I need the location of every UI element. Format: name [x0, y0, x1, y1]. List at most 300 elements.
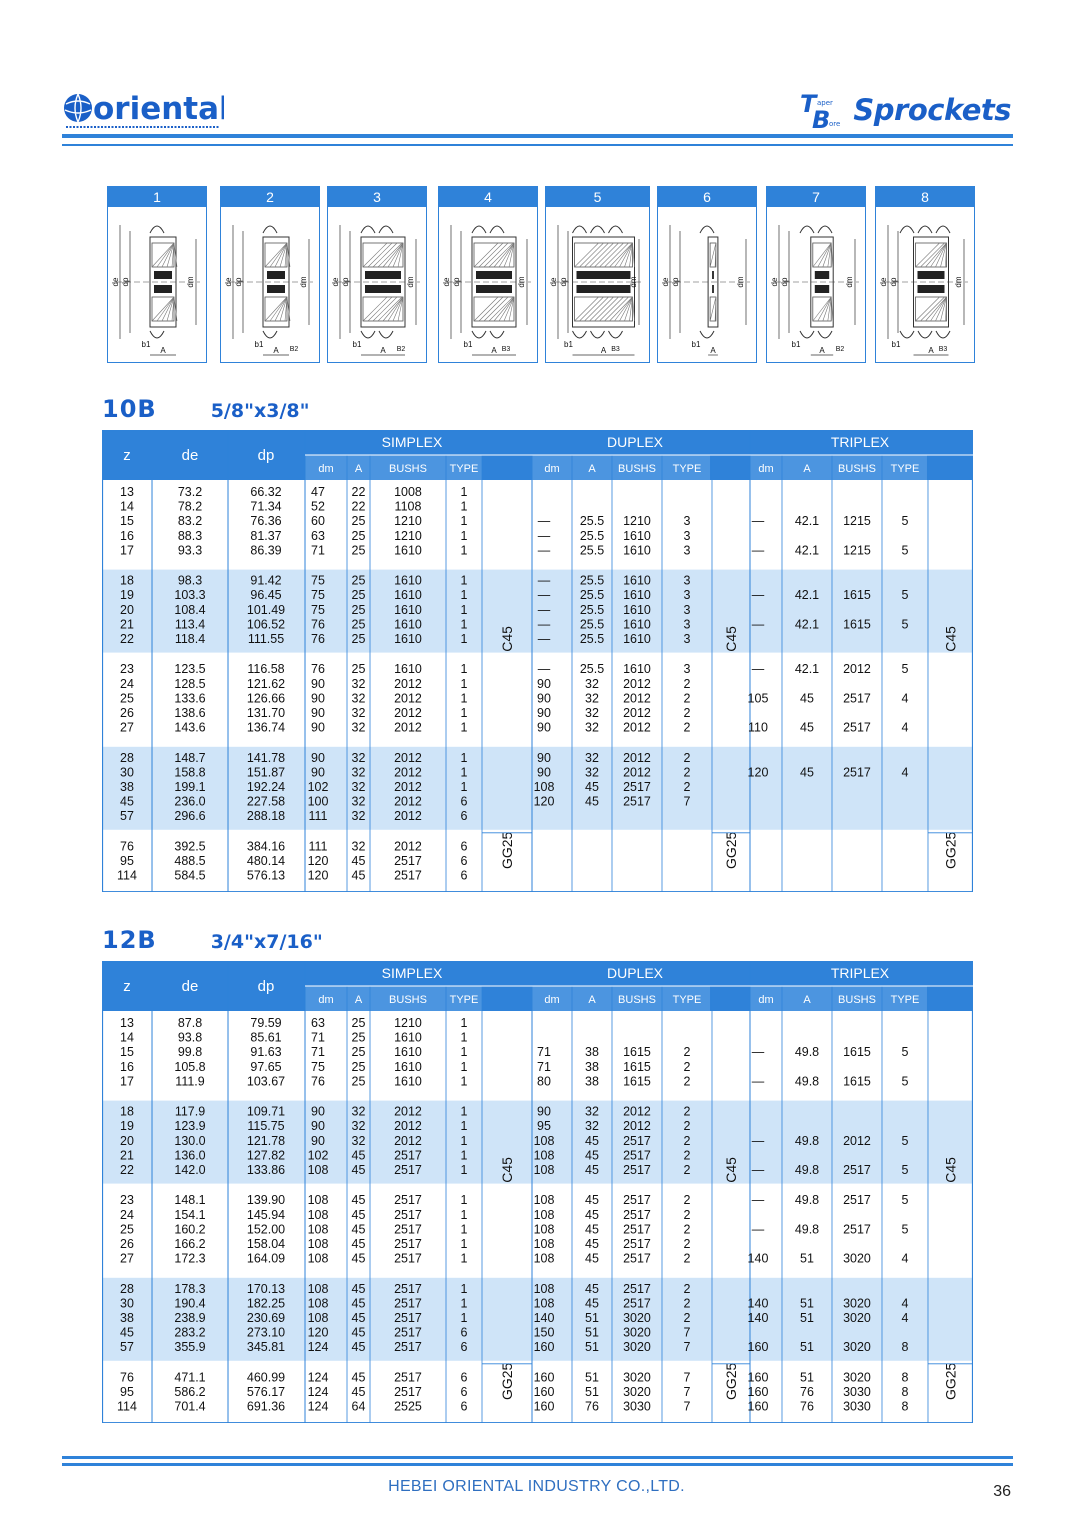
cell-type: 1	[460, 1251, 468, 1266]
cell-dm: 90	[537, 750, 551, 765]
cell-a: 45	[351, 1281, 366, 1296]
cell-dm: 108	[307, 1162, 329, 1177]
cell-de: 133.6	[174, 691, 206, 706]
globe-icon	[64, 94, 92, 122]
cell-a: 49.8	[794, 1162, 820, 1177]
cell-bushs: 1610	[394, 543, 422, 558]
cell-z: 14	[120, 499, 134, 514]
cell-z: 17	[120, 1074, 134, 1089]
cell-z: 114	[117, 1399, 137, 1414]
dim-label-b1: b1	[891, 340, 901, 349]
cell-dm: 71	[311, 543, 325, 558]
cell-dm: 160	[533, 1384, 555, 1399]
cell-a: 76	[800, 1399, 814, 1414]
cell-a: 45	[351, 1236, 366, 1251]
cell-bushs: 1610	[623, 528, 651, 543]
cell-type: 1	[460, 765, 468, 780]
cell-type: 1	[460, 1207, 468, 1222]
cell-dm: 60	[311, 514, 325, 529]
cell-bushs: 2012	[843, 1133, 871, 1148]
col-head-duplex: DUPLEX	[607, 433, 663, 450]
cell-z: 27	[120, 1251, 134, 1266]
cell-a: 45	[351, 1370, 366, 1385]
dim-label-dm: dm	[954, 276, 963, 288]
cell-dp: 116.58	[247, 662, 285, 677]
diagram-type-1	[107, 186, 207, 363]
cell-dm: —	[751, 514, 765, 529]
cell-type: 1	[460, 602, 468, 617]
cell-type: 2	[683, 705, 691, 720]
dim-label-b1: b1	[352, 340, 362, 349]
cell-type: 3	[683, 528, 691, 543]
cell-a: 64	[351, 1399, 366, 1414]
cell-de: 158.8	[174, 765, 206, 780]
dim-label-a: A	[600, 346, 607, 355]
svg-text:B: B	[812, 106, 831, 130]
cell-type: 6	[460, 1384, 468, 1399]
cell-a: 32	[585, 1104, 599, 1119]
diagram-number: 6	[658, 187, 756, 207]
cell-a: 32	[585, 676, 599, 691]
cell-dm: 52	[311, 499, 325, 514]
cell-type: 3	[683, 588, 691, 603]
cell-bushs: 2517	[394, 1296, 422, 1311]
col-head-bushs: BUSHS	[838, 462, 876, 475]
cell-a: 45	[585, 779, 599, 794]
cell-type: 2	[683, 765, 691, 780]
cell-a: 45	[585, 1296, 599, 1311]
cell-a: 25	[351, 588, 366, 603]
cell-a: 45	[800, 765, 814, 780]
dim-label-dm: dm	[517, 276, 526, 288]
cell-type: 1	[460, 573, 468, 588]
cell-a: 38	[585, 1074, 599, 1089]
table-12b	[102, 961, 973, 1423]
cell-type: 1	[460, 1222, 468, 1237]
col-head-bushs: BUSHS	[389, 462, 427, 475]
cell-bushs: 2012	[623, 765, 651, 780]
cell-a: 22	[351, 484, 366, 499]
diagram-type-5	[545, 186, 650, 363]
dim-label-b1: b1	[564, 340, 573, 349]
section-10b-heading	[102, 395, 310, 423]
cell-bushs: 2012	[394, 720, 422, 735]
cell-type: 2	[683, 750, 691, 765]
cell-z: 17	[120, 543, 134, 558]
cell-a: 45	[351, 1162, 366, 1177]
cell-a: 45	[351, 868, 366, 883]
cell-type: 2	[683, 1310, 691, 1325]
cell-dm: 71	[311, 1030, 325, 1045]
footer-rule	[62, 1456, 1013, 1459]
cell-type: 4	[901, 765, 909, 780]
cell-type: 1	[460, 1148, 468, 1163]
dim-label-a: A	[819, 346, 825, 355]
cell-dm: 120	[307, 853, 329, 868]
cell-dp: 71.34	[250, 499, 282, 514]
cell-a: 45	[585, 1207, 599, 1222]
cell-dm: 75	[311, 602, 325, 617]
dim-label-b1: b1	[691, 340, 701, 349]
cell-a: 25	[351, 602, 366, 617]
diagram-type-6	[657, 186, 757, 363]
cell-type: 1	[460, 1104, 468, 1119]
cell-z: 20	[120, 602, 134, 617]
col-head-bushs: BUSHS	[618, 993, 656, 1006]
cell-type: 5	[901, 1193, 909, 1208]
cell-dp: 85.61	[250, 1030, 282, 1045]
col-head-a: A	[354, 462, 363, 475]
cell-z: 57	[120, 809, 134, 824]
col-head-dm: dm	[758, 993, 774, 1006]
col-head-z: z	[123, 977, 131, 995]
cell-bushs: 2012	[623, 691, 651, 706]
cell-z: 26	[120, 705, 134, 720]
col-head-de: de	[181, 446, 199, 464]
dim-label-dp: dp	[452, 277, 461, 287]
cell-bushs: 3020	[623, 1310, 651, 1325]
cell-bushs: 1610	[623, 588, 651, 603]
cell-bushs: 3020	[623, 1340, 651, 1355]
cell-dm: 76	[311, 662, 325, 677]
cell-dm: 160	[747, 1370, 769, 1385]
cell-type: 1	[460, 543, 468, 558]
cell-a: 25.5	[579, 617, 605, 632]
cell-bushs: 1610	[394, 1030, 422, 1045]
cell-a: 38	[585, 1059, 599, 1074]
cell-dm: —	[751, 1193, 765, 1208]
cell-type: 1	[460, 484, 468, 499]
cell-dm: 111	[308, 809, 328, 824]
cell-dp: 460.99	[246, 1370, 286, 1385]
cell-a: 49.8	[794, 1074, 820, 1089]
cell-de: 142.0	[174, 1162, 206, 1177]
cell-de: 111.9	[175, 1074, 205, 1089]
cell-a: 51	[800, 1251, 814, 1266]
cell-de: 138.6	[174, 705, 206, 720]
cell-z: 23	[120, 662, 134, 677]
cell-dm: 100	[307, 794, 329, 809]
cell-dm: 90	[537, 676, 551, 691]
cell-z: 18	[120, 573, 134, 588]
cell-type: 1	[460, 1310, 468, 1325]
cell-de: 117.9	[174, 1104, 206, 1119]
cell-de: 99.8	[177, 1045, 203, 1060]
cell-type: 1	[460, 662, 468, 677]
cell-type: 2	[683, 1104, 691, 1119]
dim-label-b2: B2	[835, 346, 845, 353]
cell-bushs: 2517	[623, 1222, 651, 1237]
cell-type: 3	[683, 662, 691, 677]
diagram-type-2	[220, 186, 320, 363]
cell-z: 13	[120, 1015, 134, 1030]
cell-dp: 127.82	[246, 1148, 286, 1163]
cell-type: 3	[683, 631, 691, 646]
cell-dm: 108	[307, 1222, 329, 1237]
cell-dp: 91.63	[250, 1045, 282, 1060]
cell-bushs: 2517	[623, 1207, 651, 1222]
cell-bushs: 1610	[394, 1045, 422, 1060]
cell-dp: 576.17	[246, 1384, 286, 1399]
cell-dm: 63	[311, 1015, 325, 1030]
cell-dm: —	[537, 602, 551, 617]
cell-dm: 108	[307, 1251, 329, 1266]
cell-dm: 140	[747, 1296, 769, 1311]
cell-a: 45	[585, 1222, 599, 1237]
cell-a: 32	[351, 750, 366, 765]
cell-dm: 120	[307, 1325, 329, 1340]
cell-bushs: 1610	[623, 573, 651, 588]
col-head-a: A	[588, 993, 596, 1006]
cell-bushs: 2517	[623, 1162, 651, 1177]
cell-bushs: 2517	[394, 1222, 422, 1237]
cell-de: 123.9	[174, 1119, 206, 1134]
cell-dm: —	[537, 631, 551, 646]
cell-dp: 182.25	[246, 1296, 286, 1311]
col-head-type: TYPE	[449, 462, 479, 475]
cell-z: 13	[120, 484, 134, 499]
cell-a: 42.1	[794, 662, 820, 677]
cell-dm: 160	[747, 1399, 769, 1414]
sprockets-title: Sprockets	[853, 93, 1011, 127]
cell-dm: 111	[308, 839, 328, 854]
cell-dp: 136.74	[246, 720, 286, 735]
cell-type: 1	[460, 750, 468, 765]
cell-dm: 120	[307, 868, 329, 883]
col-head-a: A	[588, 462, 596, 475]
diagram-type-7	[766, 186, 866, 363]
sprocket-drawing	[328, 207, 426, 362]
cell-de: 392.5	[174, 839, 206, 854]
diagram-number: 8	[876, 187, 974, 207]
cell-dm: 108	[307, 1310, 329, 1325]
cell-type: 4	[901, 1310, 909, 1325]
cell-bushs: 2517	[394, 1281, 422, 1296]
cell-a: 25	[351, 1074, 366, 1089]
cell-bushs: 2517	[394, 1236, 422, 1251]
cell-a: 42.1	[794, 617, 820, 632]
cell-de: 123.5	[174, 662, 206, 677]
cell-bushs: 1615	[843, 617, 871, 632]
cell-bushs: 1610	[394, 1074, 422, 1089]
dim-label-b3: B3	[501, 346, 511, 353]
cell-a: 32	[585, 705, 599, 720]
cell-dp: 139.90	[246, 1193, 286, 1208]
cell-dm: —	[537, 662, 551, 677]
cell-dm: 160	[533, 1370, 555, 1385]
cell-bushs: 2517	[843, 765, 871, 780]
cell-a: 25.5	[579, 588, 605, 603]
cell-a: 25	[351, 528, 366, 543]
cell-type: 4	[901, 720, 909, 735]
sprocket-drawing	[658, 207, 756, 362]
cell-de: 93.8	[177, 1030, 203, 1045]
svg-text:aper: aper	[817, 99, 834, 107]
cell-bushs: 1615	[623, 1074, 651, 1089]
material-gg25: GG25	[942, 831, 959, 870]
cell-dm: 90	[311, 1119, 325, 1134]
cell-bushs: 1610	[623, 617, 651, 632]
cell-z: 21	[120, 617, 134, 632]
cell-a: 76	[585, 1399, 599, 1414]
cell-bushs: 1210	[394, 1015, 422, 1030]
material-c45: C45	[499, 1157, 516, 1183]
cell-dm: 90	[537, 1104, 551, 1119]
cell-type: 1	[460, 1015, 468, 1030]
cell-type: 5	[901, 617, 909, 632]
cell-dm: 102	[307, 1148, 329, 1163]
dim-label-dp: dp	[234, 277, 243, 287]
cell-de: 355.9	[174, 1340, 206, 1355]
cell-dm: 90	[311, 765, 325, 780]
cell-type: 5	[901, 1133, 909, 1148]
cell-dp: 141.78	[246, 750, 286, 765]
cell-de: 143.6	[174, 720, 206, 735]
cell-z: 16	[120, 1059, 134, 1074]
cell-bushs: 2517	[394, 1325, 422, 1340]
cell-a: 25	[351, 543, 366, 558]
cell-a: 32	[351, 1104, 366, 1119]
cell-type: 8	[901, 1340, 909, 1355]
cell-type: 3	[683, 514, 691, 529]
cell-type: 1	[460, 588, 468, 603]
col-head-simplex: SIMPLEX	[381, 964, 443, 981]
cell-type: 2	[683, 1193, 691, 1208]
cell-type: 4	[901, 1296, 909, 1311]
cell-bushs: 1610	[623, 662, 651, 677]
cell-a: 32	[351, 1119, 366, 1134]
cell-type: 1	[460, 617, 468, 632]
cell-bushs: 2517	[843, 1162, 871, 1177]
cell-bushs: 2517	[394, 1207, 422, 1222]
cell-type: 1	[460, 1119, 468, 1134]
cell-a: 45	[585, 794, 599, 809]
cell-dm: 75	[311, 1059, 325, 1074]
cell-bushs: 1615	[843, 1045, 871, 1060]
cell-dm: —	[751, 1045, 765, 1060]
cell-a: 25.5	[579, 514, 605, 529]
cell-bushs: 2517	[394, 1148, 422, 1163]
dim-label-dm: dm	[186, 276, 195, 288]
material-c45: C45	[942, 1157, 959, 1183]
cell-de: 88.3	[177, 528, 203, 543]
cell-dp: 384.16	[246, 839, 286, 854]
cell-de: 471.1	[174, 1370, 206, 1385]
cell-de: 108.4	[174, 602, 206, 617]
cell-dm: 108	[533, 1251, 555, 1266]
cell-type: 6	[460, 1370, 468, 1385]
cell-type: 2	[683, 720, 691, 735]
cell-bushs: 2012	[394, 1119, 422, 1134]
cell-dm: 90	[537, 720, 551, 735]
material-c45: C45	[942, 626, 959, 652]
material-gg25: GG25	[499, 1362, 516, 1401]
cell-a: 45	[351, 1296, 366, 1311]
cell-dm: 124	[307, 1340, 329, 1355]
cell-dp: 170.13	[246, 1281, 286, 1296]
cell-a: 51	[800, 1296, 814, 1311]
cell-de: 199.1	[174, 779, 206, 794]
cell-dm: 140	[747, 1310, 769, 1325]
cell-bushs: 3020	[843, 1370, 871, 1385]
cell-dm: 108	[533, 1236, 555, 1251]
cell-de: 166.2	[174, 1236, 206, 1251]
cell-z: 15	[120, 1045, 134, 1060]
cell-type: 6	[460, 868, 468, 883]
cell-dp: 227.58	[246, 794, 286, 809]
cell-type: 1	[460, 1236, 468, 1251]
col-head-dm: dm	[318, 993, 334, 1006]
cell-dm: —	[751, 617, 765, 632]
diagram-type-4	[438, 186, 538, 363]
cell-bushs: 2012	[623, 750, 651, 765]
cell-type: 7	[683, 1340, 691, 1355]
cell-z: 27	[120, 720, 134, 735]
cell-a: 45	[351, 1384, 366, 1399]
cell-type: 1	[460, 676, 468, 691]
cell-bushs: 2517	[394, 853, 422, 868]
cell-bushs: 1215	[843, 543, 871, 558]
cell-bushs: 2517	[394, 1193, 422, 1208]
cell-de: 584.5	[174, 868, 206, 883]
cell-a: 25	[351, 573, 366, 588]
material-gg25: GG25	[942, 1362, 959, 1401]
cell-a: 45	[351, 1222, 366, 1237]
cell-dm: 90	[311, 676, 325, 691]
cell-dm: 90	[311, 1133, 325, 1148]
cell-bushs: 2012	[394, 839, 422, 854]
cell-bushs: 2012	[394, 809, 422, 824]
cell-bushs: 1610	[394, 631, 422, 646]
cell-de: 296.6	[174, 809, 206, 824]
cell-dm: —	[751, 1162, 765, 1177]
diagram-number: 5	[546, 187, 649, 207]
cell-dm: 90	[311, 750, 325, 765]
cell-a: 25.5	[579, 573, 605, 588]
cell-z: 30	[120, 765, 134, 780]
cell-de: 148.7	[174, 750, 206, 765]
cell-dp: 111.55	[247, 631, 285, 646]
cell-bushs: 3030	[843, 1384, 871, 1399]
diagram-number: 1	[108, 187, 206, 207]
cell-bushs: 3030	[843, 1399, 871, 1414]
cell-type: 2	[683, 1133, 691, 1148]
cell-type: 5	[901, 1162, 909, 1177]
cell-a: 25	[351, 1015, 366, 1030]
dim-label-a: A	[491, 346, 497, 355]
cell-a: 45	[351, 1310, 366, 1325]
cell-de: 98.3	[177, 573, 203, 588]
cell-bushs: 3020	[843, 1340, 871, 1355]
cell-z: 23	[120, 1193, 134, 1208]
dim-label-dp: dp	[780, 277, 789, 287]
cell-a: 25	[351, 514, 366, 529]
cell-type: 5	[901, 1222, 909, 1237]
cell-z: 30	[120, 1296, 134, 1311]
dim-label-dp: dp	[341, 277, 350, 287]
cell-a: 25.5	[579, 602, 605, 617]
cell-type: 1	[460, 691, 468, 706]
cell-a: 32	[351, 676, 366, 691]
cell-dm: 120	[533, 794, 555, 809]
cell-type: 7	[683, 794, 691, 809]
cell-dm: 90	[537, 765, 551, 780]
col-head-type: TYPE	[672, 462, 702, 475]
cell-de: 586.2	[174, 1384, 206, 1399]
diagram-number: 4	[439, 187, 537, 207]
cell-dm: 140	[533, 1310, 555, 1325]
cell-de: 238.9	[174, 1310, 206, 1325]
